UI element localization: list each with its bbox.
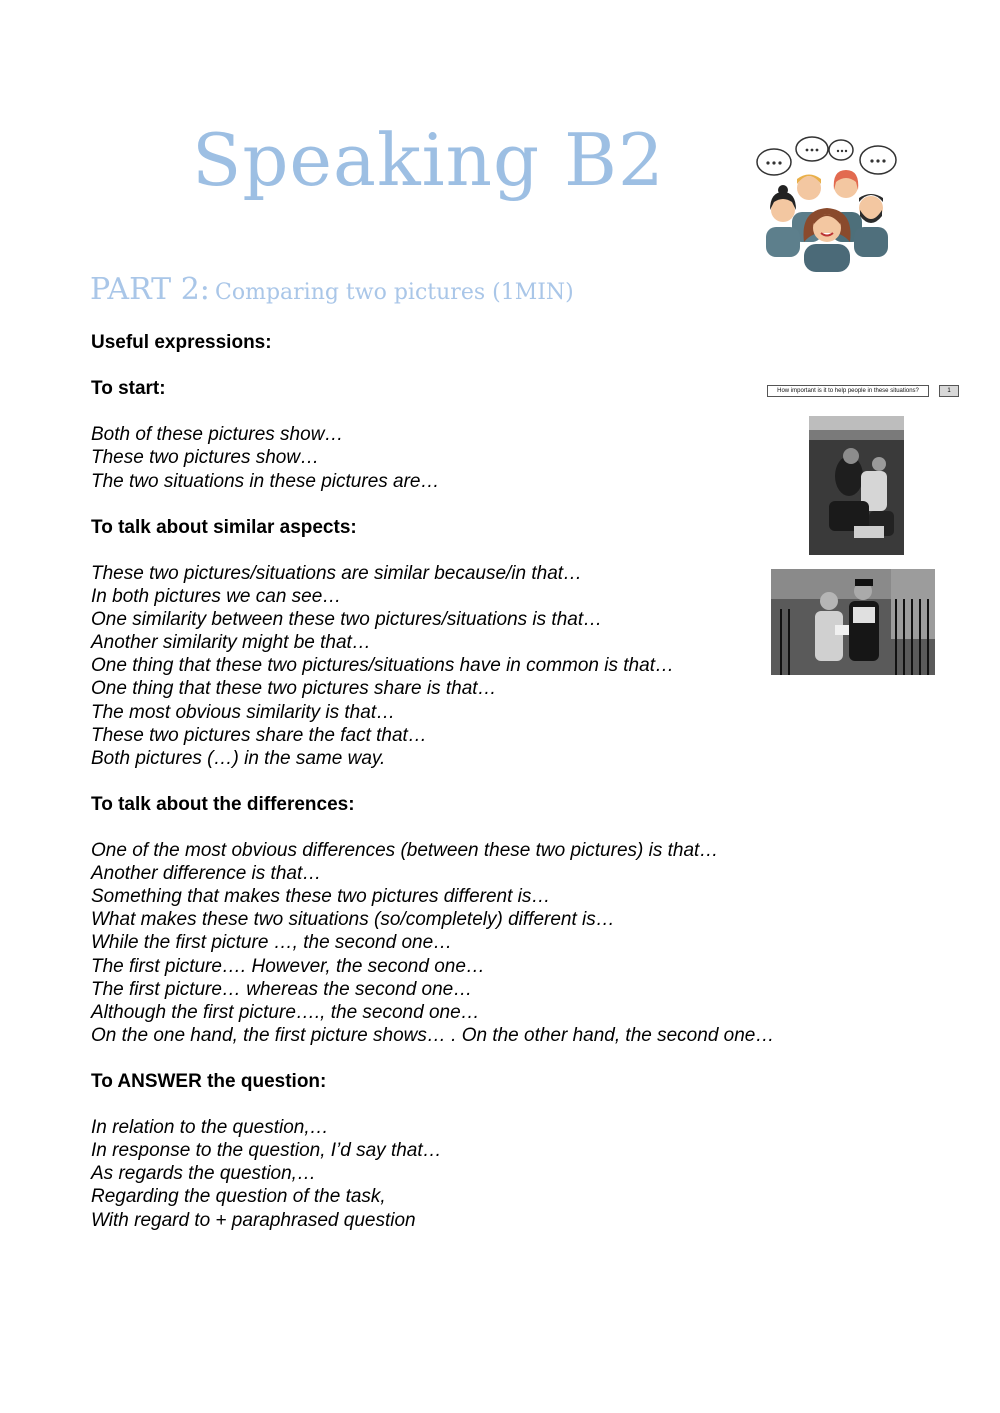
task-number: 1 (939, 385, 959, 397)
people-talking-icon (752, 132, 902, 272)
expression-line: In relation to the question,… (91, 1117, 329, 1139)
expression-line: Both pictures (…) in the same way. (91, 747, 386, 769)
section-heading-answer: To ANSWER the question: (91, 1071, 327, 1092)
expression-line: These two pictures/situations are similar because/in that… (91, 562, 583, 584)
subtitle-part: PART 2: (90, 272, 210, 307)
expression-line: Both of these pictures show… (91, 424, 344, 446)
expression-line: The most obvious similarity is that… (91, 701, 396, 723)
expression-line: In both pictures we can see… (91, 586, 342, 608)
subtitle-description: Comparing two pictures (1MIN) (215, 280, 574, 305)
expression-line: The two situations in these pictures are… (91, 470, 440, 492)
expression-line: In response to the question, I’d say that… (91, 1140, 442, 1162)
expression-line: One thing that these two pictures/situations have in common is that… (91, 655, 674, 677)
expression-line: What makes these two situations (so/completely) different is… (91, 909, 615, 931)
expression-line: One thing that these two pictures share is that… (91, 678, 497, 700)
expression-line: These two pictures show… (91, 447, 320, 469)
part-subtitle (90, 272, 574, 307)
section-heading-start: To start: (91, 378, 166, 400)
expression-line: The first picture… whereas the second one… (91, 978, 473, 1000)
task-question: How important is it to help people in these situations? (767, 385, 929, 397)
expression-line: On the one hand, the first picture shows… . On the other hand, the second one… (91, 1024, 775, 1046)
expression-line: One similarity between these two pictures/situations is that… (91, 609, 603, 631)
section-heading-differences: To talk about the differences: (91, 793, 355, 815)
expression-line: Regarding the question of the task, (91, 1186, 386, 1208)
expression-line: While the first picture …, the second one… (91, 932, 453, 954)
expression-line: Something that makes these two pictures different is… (91, 886, 551, 908)
expression-line: Another similarity might be that… (91, 632, 371, 654)
expression-line: These two pictures share the fact that… (91, 724, 427, 746)
expression-line: One of the most obvious differences (between these two pictures) is that… (91, 840, 719, 862)
page-title: Speaking B2 (192, 118, 665, 202)
expression-line: Another difference is that… (91, 863, 322, 885)
expression-line: With regard to + paraphrased question (91, 1209, 416, 1231)
expression-line: Although the first picture…., the second one… (91, 1001, 480, 1023)
expressions-content (91, 331, 851, 1232)
section-heading-useful: Useful expressions: (91, 332, 272, 353)
section-heading-similar: To talk about similar aspects: (91, 516, 357, 538)
expression-line: As regards the question,… (91, 1163, 316, 1185)
expression-line: The first picture…. However, the second one… (91, 955, 485, 977)
